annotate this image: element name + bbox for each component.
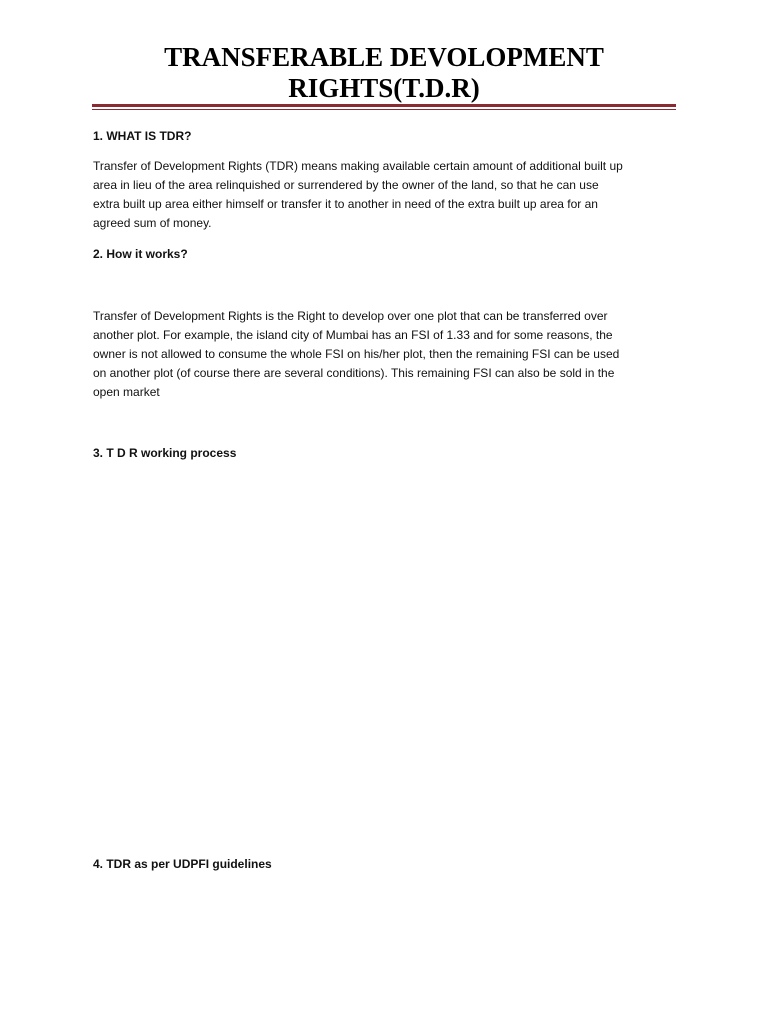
paragraph-line: on another plot (of course there are several conditions). This remaining FSI can also be sold in the: [93, 366, 615, 380]
paragraph-line: owner is not allowed to consume the whole FSI on his/her plot, then the remaining FSI can be used: [93, 347, 620, 361]
paragraph-line: area in lieu of the area relinquished or surrendered by the owner of the land, so that he can use: [93, 178, 599, 192]
section-4-heading: 4. TDR as per UDPFI guidelines: [93, 857, 272, 871]
title-divider-thick: [92, 104, 676, 107]
title-divider-thin: [92, 109, 676, 110]
section-2-paragraph: [93, 307, 673, 402]
paragraph-line: another plot. For example, the island city of Mumbai has an FSI of 1.33 and for some reasons, the: [93, 328, 613, 342]
document-title: [92, 42, 676, 104]
title-line-1: TRANSFERABLE DEVOLOPMENT: [164, 42, 604, 72]
section-3-heading: 3. T D R working process: [93, 446, 237, 460]
paragraph-line: extra built up area either himself or transfer it to another in need of the extra built up area for an: [93, 197, 598, 211]
section-1-heading: 1. WHAT IS TDR?: [93, 129, 192, 143]
paragraph-line: agreed sum of money.: [93, 216, 212, 230]
paragraph-line: Transfer of Development Rights (TDR) means making available certain amount of additional built up: [93, 159, 623, 173]
paragraph-line: open market: [93, 385, 160, 399]
paragraph-line: Transfer of Development Rights is the Right to develop over one plot that can be transferred over: [93, 309, 608, 323]
title-line-2: RIGHTS(T.D.R): [288, 73, 480, 103]
section-1-paragraph: [93, 157, 673, 233]
section-2-heading: 2. How it works?: [93, 247, 188, 261]
